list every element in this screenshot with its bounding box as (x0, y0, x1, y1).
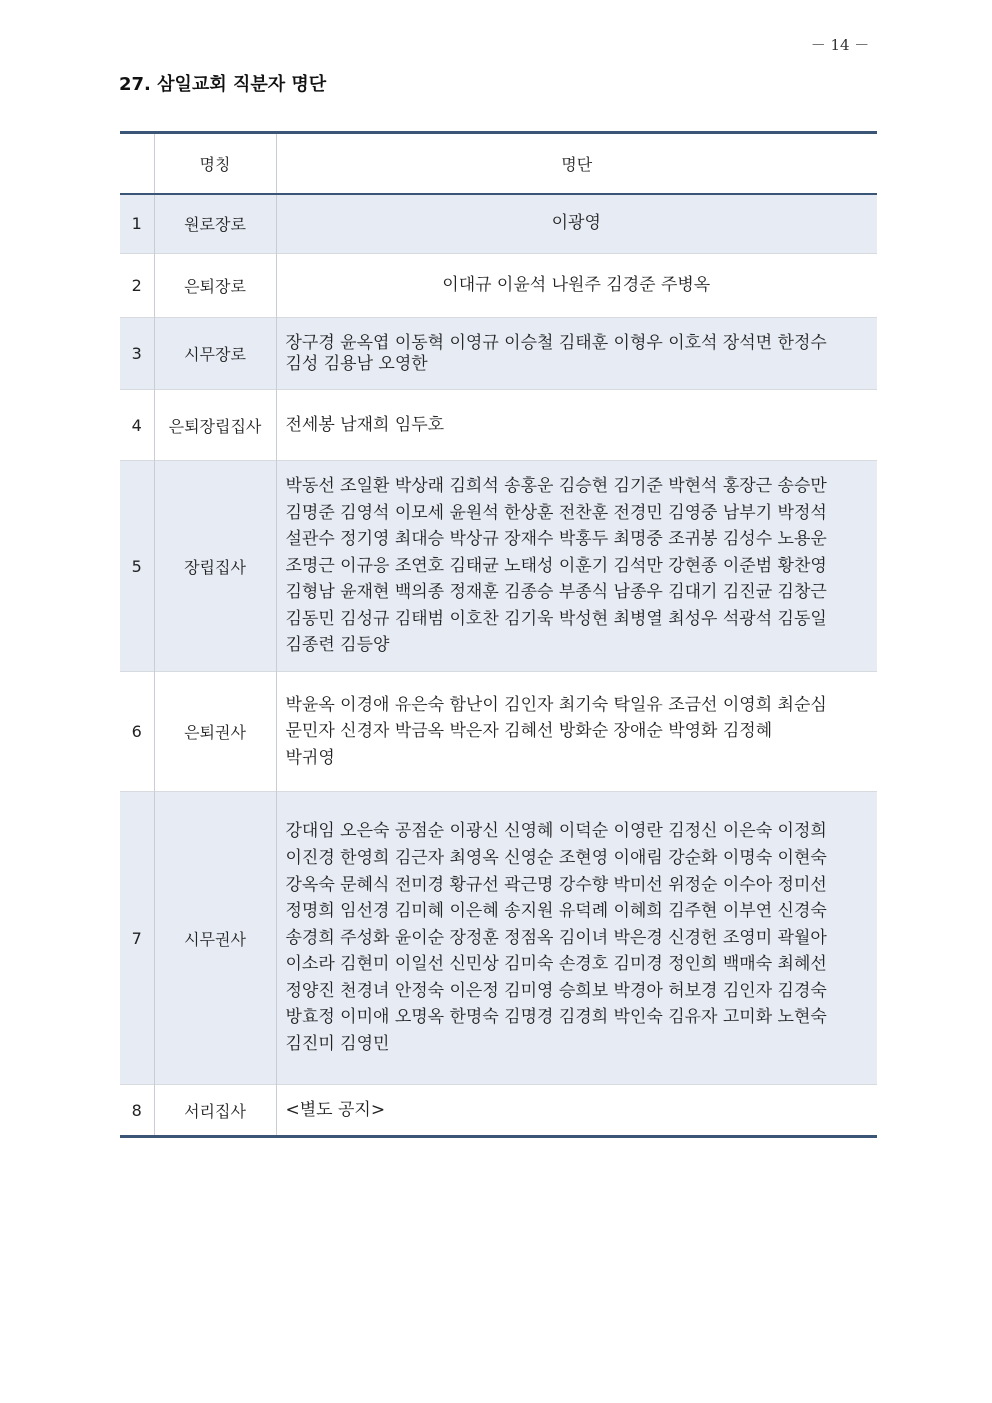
name-line: 설관수 정기영 최대승 박상규 장재수 박홍두 최명중 조귀봉 김성수 노용운 (285, 529, 827, 550)
name-line: 이진경 한영희 김근자 최영옥 신영순 조현영 이애림 강순화 이명숙 이현숙 (285, 847, 827, 868)
name-line: 강옥숙 문혜식 전미경 황규선 곽근명 강수향 박미선 위정순 이수아 정미선 (285, 874, 827, 895)
row-title: 은퇴권사 (154, 672, 276, 792)
name-line: 박귀영 (285, 747, 335, 768)
row-names (276, 194, 877, 254)
row-number: 7 (120, 792, 154, 1085)
row-title: 은퇴장립집사 (154, 390, 276, 461)
row-title: 시무장로 (154, 318, 276, 390)
row-names (276, 461, 877, 672)
row-number: 3 (120, 318, 154, 390)
name-line: 박윤옥 이경애 유은숙 함난이 김인자 최기숙 탁일유 조금선 이영희 최순심 (285, 694, 827, 715)
name-line: 이광영 (551, 213, 601, 234)
row-names (276, 390, 877, 461)
name-line: 김종련 김등양 (285, 635, 390, 656)
header-title: 명칭 (154, 133, 276, 194)
name-line: 문민자 신경자 박금옥 박은자 김혜선 방화순 장애순 박영화 김정혜 (285, 721, 773, 742)
name-line: 이대규 이윤석 나원주 김경준 주병옥 (442, 275, 711, 296)
row-title: 장립집사 (154, 461, 276, 672)
document-title: 27. 삼일교회 직분자 명단 (119, 74, 327, 95)
name-line: 강대임 오은숙 공점순 이광신 신영혜 이덕순 이영란 김정신 이은숙 이정희 (285, 821, 827, 842)
header-number (120, 133, 154, 194)
officer-roster-table (120, 131, 877, 1138)
row-names (276, 254, 877, 318)
table-row (120, 461, 877, 672)
row-names (276, 792, 877, 1085)
row-number: 6 (120, 672, 154, 792)
row-names (276, 318, 877, 390)
row-number: 1 (120, 194, 154, 254)
name-line: 이소라 김현미 이일선 신민상 김미숙 손경호 김미경 정인희 백매숙 최혜선 (285, 954, 827, 975)
row-number: 4 (120, 390, 154, 461)
row-number: 5 (120, 461, 154, 672)
row-names (276, 1085, 877, 1137)
table-row (120, 792, 877, 1085)
row-number: 8 (120, 1085, 154, 1137)
name-line: 김동민 김성규 김태범 이호찬 김기욱 박성현 최병열 최성우 석광석 김동일 (285, 608, 827, 629)
row-title: 시무권사 (154, 792, 276, 1085)
table-header-row (120, 133, 877, 194)
name-line: 김성 김용남 오영한 (285, 353, 428, 374)
name-line: 김형남 윤재현 백의종 정재훈 김종승 부종식 남종우 김대기 김진균 김창근 (285, 582, 827, 603)
table-row (120, 194, 877, 254)
name-line: 김진미 김영민 (285, 1034, 390, 1055)
table-row (120, 1085, 877, 1137)
table-row (120, 254, 877, 318)
row-title: 서리집사 (154, 1085, 276, 1137)
row-number: 2 (120, 254, 154, 318)
row-title: 은퇴장로 (154, 254, 276, 318)
name-line: 송경희 주성화 윤이순 장정훈 정점옥 김이녀 박은경 신경헌 조영미 곽월아 (285, 927, 827, 948)
name-line: 전세봉 남재희 임두호 (285, 414, 445, 435)
name-line: 정명희 임선경 김미혜 이은혜 송지원 유덕례 이혜희 김주현 이부연 신경숙 (285, 901, 827, 922)
row-names (276, 672, 877, 792)
table-row (120, 390, 877, 461)
table-row (120, 672, 877, 792)
name-line: 김명준 김영석 이모세 윤원석 한상훈 전찬훈 전경민 김영중 남부기 박정석 (285, 502, 827, 523)
header-names: 명단 (561, 154, 593, 174)
name-line: 정양진 천경녀 안정숙 이은정 김미영 승희보 박경아 허보경 김인자 김경숙 (285, 980, 827, 1001)
row-title: 원로장로 (154, 194, 276, 254)
name-line: 장구경 윤옥엽 이동혁 이영규 이승철 김태훈 이형우 이호석 장석면 한정수 (285, 332, 827, 353)
name-line: 조명근 이규응 조연호 김태균 노태성 이훈기 김석만 강현종 이준범 황찬영 (285, 555, 827, 576)
table-row (120, 318, 877, 390)
page-number: － 14 － (810, 36, 870, 54)
name-line: 방효정 이미애 오명옥 한명숙 김명경 김경희 박인숙 김유자 고미화 노현숙 (285, 1007, 827, 1028)
name-line: 박동선 조일환 박상래 김희석 송홍운 김승현 김기준 박현석 홍장근 송승만 (285, 475, 827, 496)
name-line: <별도 공지> (285, 1099, 386, 1120)
